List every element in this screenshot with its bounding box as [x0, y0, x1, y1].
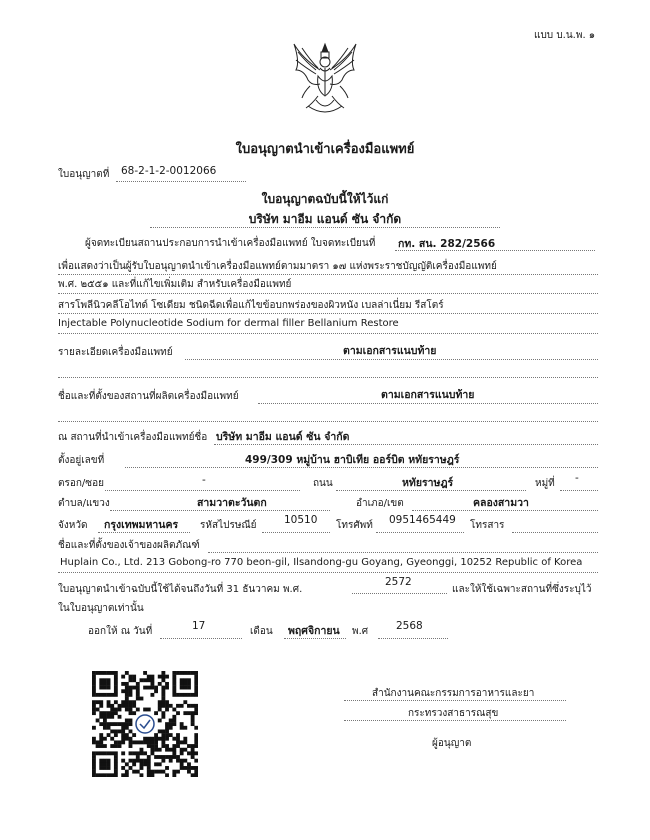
moo-value: -	[575, 472, 579, 484]
address-no-value: 499/309 หมู่บ้าน ฮาบิเทีย ออร์บิต หทัยราษฎร์	[245, 454, 460, 466]
details-value: ตามเอกสารแนบท้าย	[343, 345, 437, 357]
product-name-th: สารโพลีนิวคลีโอไทด์ โซเดียม ชนิดฉีดเพื่อแก้ไขข้อบกพร่องของผิวหนัง เบลล่าเนี่ยม รีสโตร์	[58, 300, 444, 311]
form-code: แบบ บ.น.พ. ๑	[534, 30, 596, 41]
subdistrict-label: ตำบล/แขวง	[58, 498, 110, 509]
details-label: รายละเอียดเครื่องมือแพทย์	[58, 347, 173, 358]
license-no-label: ใบอนุญาตที่	[58, 169, 110, 180]
purpose-line-1: เพื่อแสดงว่าเป็นผู้รับใบอนุญาตนำเข้าเครื่องมือแพทย์ตามมาตรา ๑๗ แห่งพระราชบัญญัติเครื่องมือแพทย์	[58, 261, 497, 272]
valid-suffix: และให้ใช้เฉพาะสถานที่ซึ่งระบุไว้	[452, 584, 592, 595]
issued-to-label: ใบอนุญาตฉบับนี้ให้ไว้แก่	[261, 192, 389, 206]
month-label: เดือน	[250, 626, 273, 637]
subdistrict-value: สามวาตะวันตก	[197, 497, 267, 509]
mfg-site-label: ชื่อและที่ตั้งของสถานที่ผลิตเครื่องมือแพทย์	[58, 391, 239, 402]
issued-on-label: ออกให้ ณ วันที่	[88, 626, 153, 637]
issued-day: 17	[192, 620, 206, 632]
valid-year: 2572	[385, 576, 412, 588]
document-title: ใบอนุญาตนำเข้าเครื่องมือแพทย์	[235, 142, 415, 157]
qr-code-icon	[92, 671, 198, 777]
phone-value: 0951465449	[389, 514, 456, 526]
ministry-name: กระทรวงสาธารณสุข	[408, 708, 499, 719]
mfg-site-value: ตามเอกสารแนบท้าย	[381, 389, 475, 401]
purpose-line-2: พ.ศ. ๒๕๕๑ และที่แก้ไขเพิ่มเติม สำหรับเครื่องมือแพทย์	[58, 279, 292, 290]
province-label: จังหวัด	[58, 520, 88, 531]
import-site-value: บริษัท มาอีม แอนด์ ซัน จำกัด	[216, 431, 350, 443]
issued-month: พฤศจิกายน	[288, 625, 340, 637]
postcode-label: รหัสไปรษณีย์	[200, 520, 257, 531]
registration-no: กท. สน. 282/2566	[398, 238, 496, 250]
province-value: กรุงเทพมหานคร	[104, 519, 179, 531]
product-name-en: Injectable Polynucleotide Sodium for dermal filler Bellanium Restore	[58, 318, 399, 329]
licensor-label: ผู้อนุญาต	[432, 738, 472, 749]
garuda-emblem-icon	[290, 40, 360, 115]
fax-label: โทรสาร	[470, 520, 505, 531]
soi-value: -	[202, 474, 206, 486]
company-name: บริษัท มาอีม แอนด์ ซัน จำกัด	[248, 212, 402, 226]
year-label: พ.ศ	[352, 626, 369, 637]
postcode-value: 10510	[284, 514, 318, 526]
road-label: ถนน	[313, 478, 333, 489]
issued-year: 2568	[396, 620, 423, 632]
soi-label: ตรอก/ซอย	[58, 478, 104, 489]
valid-line-2: ในใบอนุญาตเท่านั้น	[58, 603, 144, 614]
valid-label: ใบอนุญาตนำเข้าฉบับนี้ใช้ได้จนถึงวันที่ 31 ธันวาคม พ.ศ.	[58, 584, 303, 595]
owner-value: Huplain Co., Ltd. 213 Gobong-ro 770 beon-gil, Ilsandong-gu Goyang, Gyeonggi, 10252 Republic of Korea	[60, 557, 583, 568]
moo-label: หมู่ที่	[535, 478, 555, 489]
district-label: อำเภอ/เขต	[356, 498, 404, 509]
owner-label: ชื่อและที่ตั้งของเจ้าของผลิตภัณฑ์	[58, 540, 200, 551]
road-value: หทัยราษฎร์	[402, 477, 454, 489]
import-site-label: ณ สถานที่นำเข้าเครื่องมือแพทย์ชื่อ	[58, 432, 208, 443]
registrant-label: ผู้จดทะเบียนสถานประกอบการนำเข้าเครื่องมือแพทย์ ใบจดทะเบียนที่	[85, 238, 376, 249]
district-value: คลองสามวา	[473, 497, 529, 509]
license-no: 68-2-1-2-0012066	[121, 165, 217, 177]
phone-label: โทรศัพท์	[336, 520, 373, 531]
address-no-label: ตั้งอยู่เลขที่	[58, 455, 105, 466]
agency-name: สำนักงานคณะกรรมการอาหารและยา	[372, 688, 535, 699]
